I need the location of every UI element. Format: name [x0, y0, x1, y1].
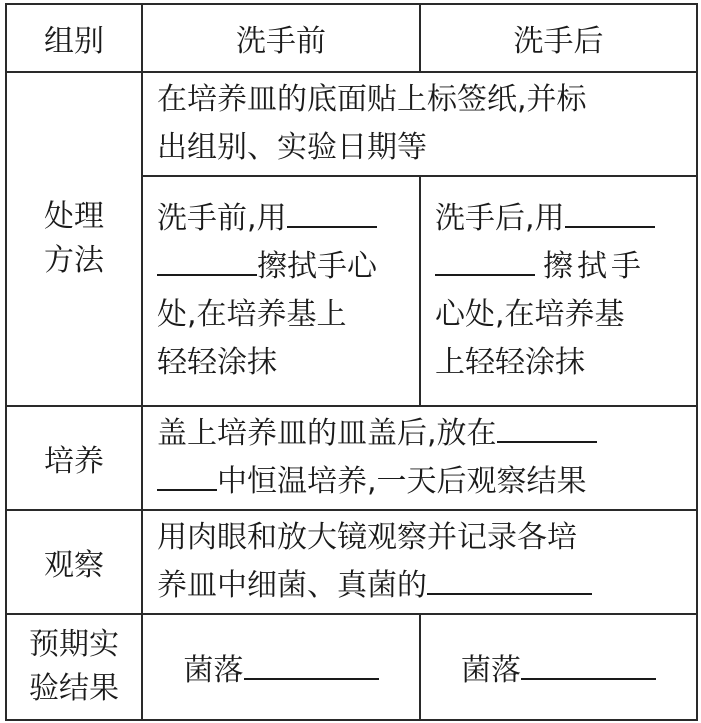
method-after-line1: 洗手后,用 — [435, 195, 688, 243]
header-after: 洗手后 — [420, 4, 697, 72]
observe-cell — [142, 510, 697, 614]
method-shared-line1: 在培养皿的底面贴上标签纸,并标 — [157, 82, 587, 117]
header-group: 组别 — [6, 4, 142, 72]
method-before-line2: 擦拭手心 — [157, 243, 411, 291]
observe-line1: 用肉眼和放大镜观察并记录各培 — [157, 520, 577, 555]
culture-cell — [142, 406, 697, 510]
answer-blank[interactable] — [157, 244, 257, 276]
method-after-line3: 心处,在培养基 — [435, 297, 625, 332]
method-after-line2: 擦拭手 — [435, 243, 688, 291]
expected-label-line2: 验结果 — [29, 671, 119, 706]
method-before-cell — [142, 176, 420, 406]
answer-blank[interactable] — [497, 411, 597, 443]
observe-line2: 养皿中细菌、真菌的 — [157, 562, 688, 610]
culture-label: 培养 — [6, 406, 142, 510]
method-before-line3: 处,在培养基上 — [157, 297, 347, 332]
expected-label-cell — [6, 614, 142, 720]
method-label-cell — [6, 72, 142, 406]
answer-blank[interactable] — [565, 196, 655, 228]
expected-before-cell: 菌落 — [142, 614, 420, 720]
method-after-cell — [420, 176, 697, 406]
method-before-line4: 轻轻涂抹 — [157, 345, 277, 380]
method-before-line1: 洗手前,用 — [157, 195, 411, 243]
method-shared-line2: 出组别、实验日期等 — [157, 130, 427, 165]
observe-row — [6, 510, 697, 614]
answer-blank[interactable] — [287, 196, 377, 228]
answer-blank[interactable] — [244, 648, 379, 680]
experiment-table — [5, 3, 698, 721]
method-label-line1: 处理 — [44, 199, 104, 234]
answer-blank[interactable] — [435, 244, 535, 276]
culture-row — [6, 406, 697, 510]
method-label-line2: 方法 — [44, 243, 104, 278]
expected-after-cell: 菌落 — [420, 614, 697, 720]
header-row — [6, 4, 697, 72]
expected-row — [6, 614, 697, 720]
expected-label-line1: 预期实 — [29, 627, 119, 662]
answer-blank[interactable] — [427, 563, 592, 595]
culture-line1: 盖上培养皿的皿盖后,放在 — [157, 410, 688, 458]
method-after-line4: 上轻轻涂抹 — [435, 345, 585, 380]
answer-blank[interactable] — [521, 648, 656, 680]
header-before: 洗手前 — [142, 4, 420, 72]
culture-line2: 中恒温培养,一天后观察结果 — [157, 458, 688, 506]
method-shared-row — [6, 72, 697, 176]
observe-label: 观察 — [6, 510, 142, 614]
method-shared-cell — [142, 72, 697, 176]
answer-blank[interactable] — [157, 459, 217, 491]
